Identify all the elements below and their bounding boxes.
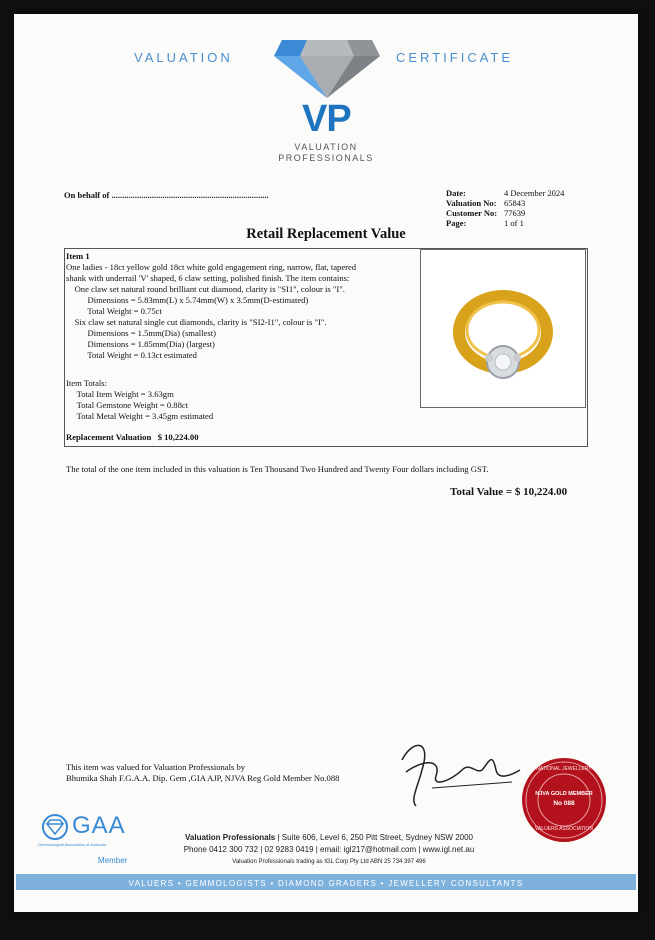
summary-text: The total of the one item included in this valuation is Ten Thousand Two Hundred and Twenty Four dollars including GST. [66, 464, 489, 474]
item-line: Six claw set natural single cut diamonds, clarity is "SI2-I1", colour is "I". [66, 317, 327, 327]
page-value: 1 of 1 [504, 218, 524, 228]
total-value: Total Value = $ 10,224.00 [450, 486, 568, 498]
item-total-line: Total Gemstone Weight = 0.88ct [66, 400, 189, 410]
signature-icon [392, 730, 532, 810]
certificate-page [14, 14, 638, 912]
footer-trading: Valuation Professionals trading as IGL Corp Pty Ltd ABN 25 734 397 496 [232, 859, 426, 865]
valuation-no-label: Valuation No: [446, 198, 497, 208]
logo-subtitle [260, 142, 392, 164]
meta-block [446, 188, 564, 228]
ring-icon [421, 250, 585, 407]
item-line: One ladies - 18ct yellow gold 18ct white gold engagement ring, narrow, flat, tapered [66, 262, 357, 272]
gaa-letters: GAA [72, 812, 126, 839]
footer-stripe-text: VALUERS • GEMMOLOGISTS • DIAMOND GRADERS • JEWELLERY CONSULTANTS [128, 879, 524, 888]
njva-seal [522, 758, 606, 842]
header-word-right: CERTIFICATE [396, 50, 514, 65]
date-value: 4 December 2024 [504, 188, 565, 198]
item-line: Total Weight = 0.13ct estimated [66, 350, 197, 360]
customer-no-value: 77639 [504, 208, 526, 218]
item-line: Total Weight = 0.75ct [66, 306, 162, 316]
item-line: shank with underrail 'V' shaped, 6 claw setting, polished finish. The item contains: [66, 273, 350, 283]
logo-letters: VP [302, 98, 351, 140]
document-title: Retail Replacement Value [246, 226, 406, 242]
footer-address-line [134, 832, 524, 844]
seal-top-text: NATIONAL JEWELLERY [536, 766, 592, 772]
gaa-diamond-icon [40, 814, 70, 840]
replacement-valuation [66, 432, 199, 443]
seal-middle-text: NJVA GOLD MEMBER [535, 791, 593, 797]
footer-contact: Phone 0412 300 732 | 02 9283 0419 | email: igl217@hotmail.com | www.igl.net.au [183, 845, 475, 854]
logo-sub-line1: VALUATION [294, 142, 358, 152]
date-label: Date: [446, 188, 466, 198]
item-totals [66, 378, 213, 422]
valuer-line1: This item was valued for Valuation Professionals by [66, 762, 246, 772]
footer-block [134, 832, 524, 868]
valuation-no-value: 65843 [504, 198, 526, 208]
valuer-line2: Bhumika Shah F.G.A.A. Dip. Gem ,GIA AJP, NJVA Reg Gold Member No.088 [66, 773, 340, 783]
footer-company: Valuation Professionals [185, 833, 276, 842]
replacement-value: $ 10,224.00 [157, 432, 199, 442]
header-word-left: VALUATION [134, 50, 233, 65]
seal-number: No 088 [553, 800, 575, 807]
item-line: Dimensions = 1.85mm(Dia) (largest) [66, 339, 215, 349]
item-total-line: Total Item Weight = 3.63gm [66, 389, 174, 399]
footer-address: | Suite 606, Level 6, 250 Pitt Street, Sydney NSW 2000 [275, 833, 473, 842]
seal-bottom-text: VALUERS ASSOCIATION [535, 826, 593, 832]
valuer-block [66, 762, 339, 784]
diamond-logo-icon [272, 36, 382, 100]
gaa-member: Member [98, 856, 128, 865]
item-line: Dimensions = 5.83mm(L) x 5.74mm(W) x 3.5mm(D-estimated) [66, 295, 309, 305]
page-label: Page: [446, 218, 467, 228]
item-line: One claw set natural round brilliant cut diamond, clarity is "SI1", colour is "I". [66, 284, 345, 294]
item-total-line: Total Metal Weight = 3.45gm estimated [66, 411, 214, 421]
gaa-small-text: Gemmological Association of Australia [38, 842, 106, 847]
item-totals-heading: Item Totals: [66, 378, 108, 388]
logo-sub-line2: PROFESSIONALS [278, 153, 374, 163]
item-description [66, 262, 356, 361]
customer-no-label: Customer No: [446, 208, 498, 218]
replacement-label: Replacement Valuation [66, 432, 152, 442]
item-line: Dimensions = 1.5mm(Dia) (smallest) [66, 328, 216, 338]
footer-stripe [16, 874, 636, 890]
item-heading: Item 1 [66, 251, 90, 261]
on-behalf-line: On behalf of .......................................................................... [64, 190, 269, 200]
ring-photo [420, 249, 586, 408]
